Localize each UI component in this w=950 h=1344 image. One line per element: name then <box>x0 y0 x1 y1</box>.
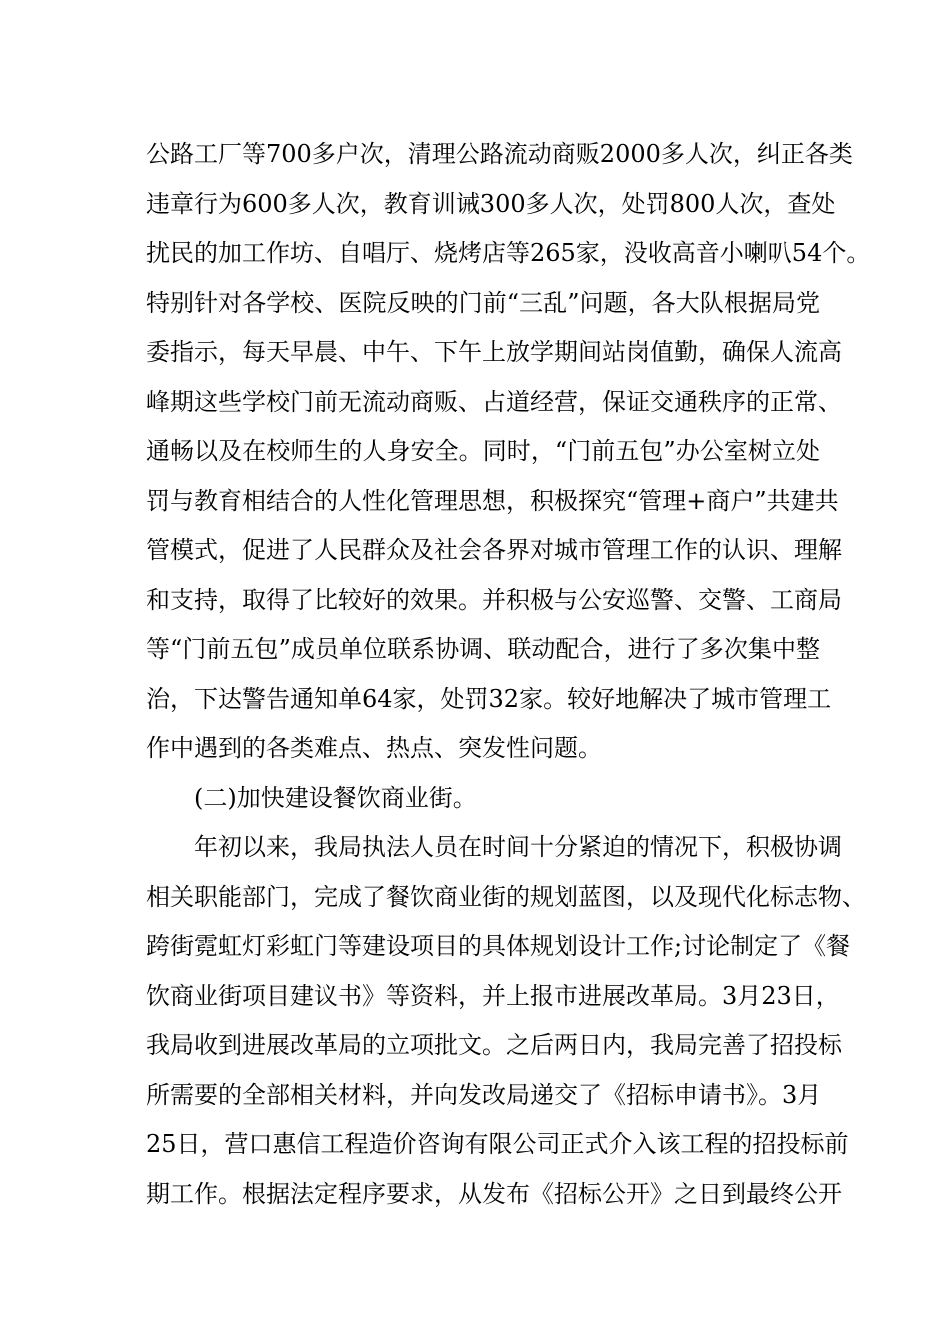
text-line: 我局收到进展改革局的立项批文。之后两日内，我局完善了招投标 <box>146 1031 842 1059</box>
text-line: 委指示，每天早晨、中午、下午上放学期间站岗值勤，确保人流高 <box>146 338 842 366</box>
text-line: 所需要的全部相关材料，并向发改局递交了《招标申请书》。3月 <box>146 1080 822 1109</box>
text-line: 相关职能部门，完成了餐饮商业街的规划蓝图，以及现代化标志物、 <box>146 882 866 911</box>
text-line: 跨街霓虹灯彩虹门等建设项目的具体规划设计工作;讨论制定了《餐 <box>146 932 851 960</box>
text-line: 罚与教育相结合的人性化管理思想，积极探究“管理+商户”共建共 <box>146 486 839 515</box>
text-line: 违章行为600多人次，教育训诫300多人次，处罚800人次，查处 <box>146 189 836 218</box>
text-line: 25日，营口惠信工程造价咨询有限公司正式介入该工程的招投标前 <box>146 1130 849 1158</box>
text-line: 治，下达警告通知单64家，处罚32家。较好地解决了城市管理工 <box>146 684 832 713</box>
document-body <box>146 130 871 1219</box>
text-line: 饮商业街项目建议书》等资料，并上报市进展改革局。3月23日， <box>146 981 840 1010</box>
text-line: 管模式，促进了人民群众及社会各界对城市管理工作的认识、理解 <box>146 536 842 564</box>
text-line: 期工作。根据法定程序要求，从发布《招标公开》之日到最终公开 <box>146 1179 842 1208</box>
text-line: 作中遇到的各类难点、热点、突发性问题。 <box>146 734 602 762</box>
text-line: 特别针对各学校、医院反映的门前“三乱”问题，各大队根据局党 <box>146 288 820 317</box>
text-line: 等“门前五包”成员单位联系协调、联动配合，进行了多次集中整 <box>146 635 820 663</box>
text-line: 扰民的加工作坊、自唱厅、烧烤店等265家，没收高音小喇叭54个。 <box>146 239 871 267</box>
section-heading: (二)加快建设餐饮商业街。 <box>194 783 477 812</box>
text-line: 通畅以及在校师生的人身安全。同时，“门前五包”办公室树立处 <box>146 437 820 465</box>
text-line: 和支持，取得了比较好的效果。并积极与公安巡警、交警、工商局 <box>146 585 842 614</box>
text-line: 峰期这些学校门前无流动商贩、占道经营，保证交通秩序的正常、 <box>146 387 842 416</box>
text-line: 公路工厂等700多户次，清理公路流动商贩2000多人次，纠正各类 <box>146 140 853 168</box>
text-line: 年初以来，我局执法人员在时间十分紧迫的情况下，积极协调 <box>194 833 842 861</box>
